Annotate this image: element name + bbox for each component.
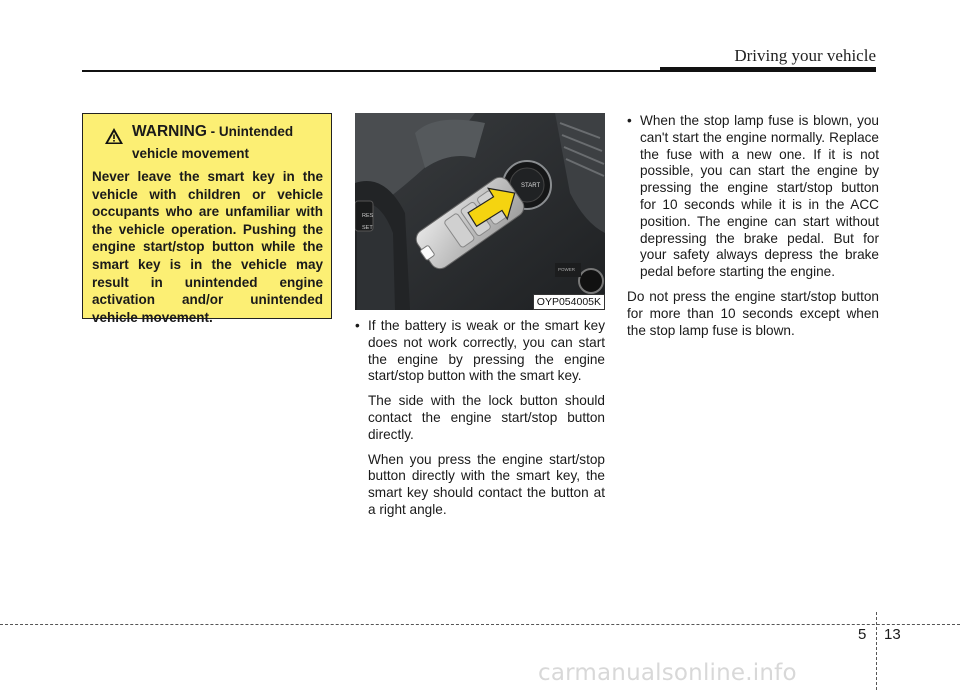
res-label: RES <box>362 213 374 219</box>
chapter-number: 5 <box>858 626 867 643</box>
lock-button-text: The side with the lock button should contact the engine start/stop button directly. <box>368 393 605 442</box>
figure-illustration <box>355 113 605 310</box>
start-button-label: START <box>521 183 541 189</box>
page-number: 13 <box>884 626 901 643</box>
footer-rule <box>0 624 960 625</box>
warning-box <box>82 113 332 325</box>
warning-title <box>132 123 293 140</box>
stop-lamp-fuse-text: When the stop lamp fuse is blown, you can't start the engine normally. Replace the fuse with a new one. If it is not possible, you can start the engine by pressing the engine start/stop button for 10 seconds while it is in the ACC position. The engine can start without depressing the brake pedal. But for your safety always depress the brake pedal before starting the engine. <box>640 113 879 280</box>
set-label: SET <box>362 225 373 231</box>
header-rule-accent <box>660 67 876 72</box>
ten-seconds-warning-text: Do not press the engine start/stop button for more than 10 seconds except when the stop lamp fuse is blown. <box>627 288 879 338</box>
warning-triangle-icon <box>104 127 124 145</box>
power-label: POWER <box>558 267 576 272</box>
header-title: Driving your vehicle <box>734 46 876 65</box>
warning-label: WARNING <box>132 123 207 140</box>
middle-column <box>355 318 605 519</box>
warning-header <box>92 123 323 145</box>
right-angle-text: When you press the engine start/stop button directly with the smart key, the smart key should contact the button at a right angle. <box>368 451 605 517</box>
warning-title-suffix: - Unintended <box>206 124 294 139</box>
list-item <box>627 113 879 281</box>
battery-weak-text: If the battery is weak or the smart key does not work correctly, you can start the engine by pressing the engine start/stop button with the smart key. <box>368 318 605 384</box>
warning-body: Never leave the smart key in the vehicle with children or vehicle occupants who are unfamiliar with the vehicle operation. Pushing the engine start/stop button while the smart key is in the vehicle may result in unintended engine activation and/or unintended vehicle movement. <box>92 169 323 325</box>
bullet-dot: • <box>355 318 360 333</box>
figure-code: OYP054005K <box>533 294 605 310</box>
watermark: carmanualsonline.info <box>538 660 797 686</box>
list-item <box>355 318 605 385</box>
right-column <box>627 113 879 339</box>
warning-subtitle: vehicle movement <box>132 146 250 161</box>
footer-divider <box>876 612 877 690</box>
bullet-dot: • <box>627 113 632 128</box>
smart-key-start-figure <box>355 113 605 310</box>
